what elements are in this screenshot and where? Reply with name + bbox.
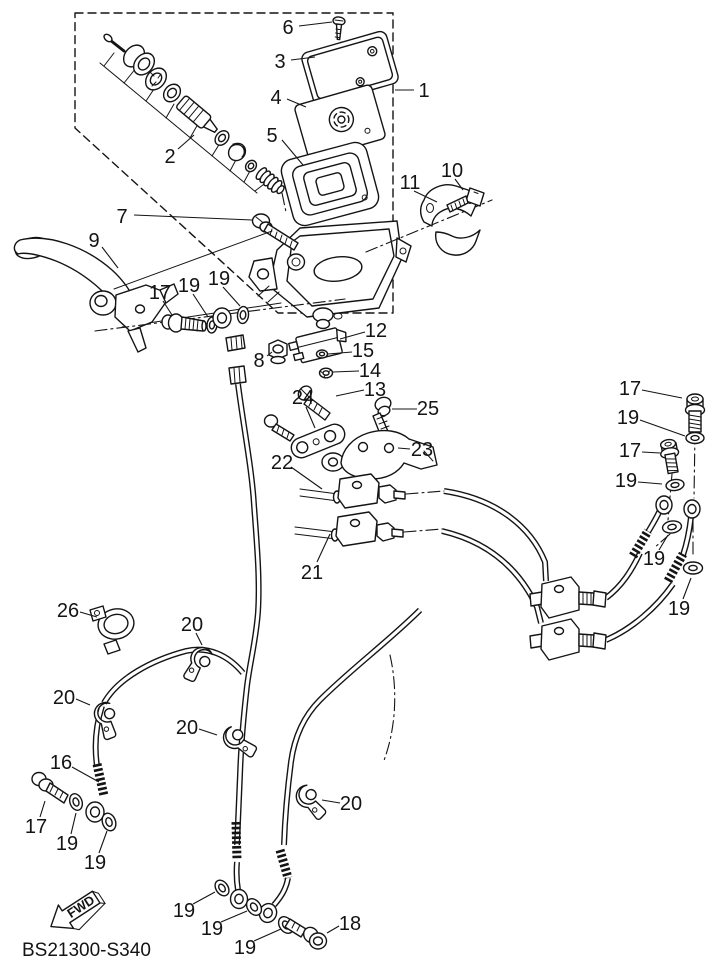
part-label-20: 20	[175, 717, 199, 739]
part-label-15: 15	[351, 340, 375, 362]
callout-leader	[134, 215, 252, 220]
crush-washer	[665, 478, 684, 491]
push-rod	[103, 33, 124, 51]
bottom-hose-ends	[212, 878, 326, 949]
hose-clamp-20	[85, 699, 128, 743]
crush-washer	[686, 433, 704, 444]
lever-pivot-boss	[90, 291, 116, 315]
callout-leader	[76, 699, 90, 705]
callout-leader	[99, 831, 107, 853]
part-label-12: 12	[364, 320, 388, 342]
hose-joint-22	[300, 474, 405, 508]
assembly-centerlines	[404, 432, 695, 558]
part-label-19: 19	[55, 833, 79, 855]
part-label-19: 19	[83, 852, 107, 874]
part-label-19: 19	[667, 598, 691, 620]
cup-seal	[225, 140, 249, 164]
retaining-clip	[243, 158, 258, 174]
banjo-bolt	[32, 773, 68, 804]
part-label-11: 11	[399, 172, 421, 194]
part-label-26: 26	[56, 600, 80, 622]
reservoir-diaphragm	[279, 140, 382, 228]
callout-leader	[299, 22, 332, 26]
brake-light-switch	[288, 326, 351, 365]
banjo-bolt	[658, 438, 682, 474]
callout-leader	[336, 390, 364, 396]
callout-leader	[254, 929, 281, 941]
callout-leader	[40, 801, 45, 817]
part-label-19: 19	[177, 275, 201, 297]
part-label-9: 9	[88, 230, 100, 252]
sight-glass	[288, 254, 305, 270]
callout-leader	[317, 534, 330, 562]
switch-washer	[317, 350, 328, 358]
callout-leader	[291, 467, 322, 489]
callout-leader	[640, 420, 685, 436]
part-label-23: 23	[410, 439, 434, 461]
part-label-19: 19	[200, 918, 224, 940]
part-label-4: 4	[270, 87, 282, 109]
junction-block-lower	[530, 619, 606, 660]
part-label-19: 19	[616, 407, 640, 429]
hose-clamp-20	[294, 784, 327, 820]
part-label-3: 3	[274, 51, 286, 73]
part-label-13: 13	[363, 379, 387, 401]
clamp-lug	[396, 238, 411, 262]
brake-lever	[13, 231, 281, 352]
banjo-eye	[684, 500, 700, 518]
part-label-17: 17	[618, 378, 642, 400]
junction-block-upper	[530, 577, 606, 618]
callout-leader	[193, 892, 215, 904]
crush-washer	[212, 878, 232, 899]
reservoir-cap-stack	[279, 16, 400, 228]
part-label-20: 20	[339, 793, 363, 815]
part-label-7: 7	[116, 206, 128, 228]
hose-spring-guards	[97, 531, 683, 878]
part-label-2: 2	[164, 146, 176, 168]
cover-screw	[333, 16, 346, 39]
hose-joint-21	[295, 512, 403, 546]
part-label-17: 17	[618, 440, 642, 462]
banjo-eye	[656, 496, 672, 514]
part-label-22: 22	[270, 452, 294, 474]
part-label-24: 24	[291, 387, 315, 409]
part-label-18: 18	[338, 913, 362, 935]
part-label-19: 19	[614, 470, 638, 492]
callout-leader	[333, 371, 359, 372]
part-label-10: 10	[440, 160, 464, 182]
callout-leader	[193, 294, 208, 317]
part-label-19: 19	[172, 900, 196, 922]
part-label-17: 17	[24, 816, 48, 838]
callout-leader	[221, 911, 247, 922]
diagram-code: BS21300-S340	[22, 940, 151, 961]
lock-washer	[320, 368, 333, 378]
lever-mount-tab	[249, 258, 277, 291]
part-label-19: 19	[207, 268, 231, 290]
part-label-17: 17	[148, 282, 172, 304]
part-label-5: 5	[266, 125, 278, 147]
banjo-bolt	[686, 394, 705, 432]
fwd-label: FWD	[64, 892, 98, 921]
part-label-25: 25	[416, 398, 440, 420]
callout-leader	[178, 135, 194, 149]
callout-leader	[683, 578, 691, 599]
crush-washer	[684, 562, 703, 574]
part-label-8: 8	[253, 350, 265, 372]
callout-leader	[638, 482, 662, 484]
union-bolt-18	[285, 919, 327, 949]
part-label-19: 19	[642, 548, 666, 570]
part-label-21: 21	[300, 562, 324, 584]
callout-leader	[199, 729, 217, 735]
master-cylinder-piston-kit	[100, 33, 287, 212]
bracket-bolt-small	[265, 415, 295, 441]
callout-leader	[327, 926, 339, 933]
lever-pivot-bolt	[253, 214, 299, 250]
part-label-16: 16	[49, 752, 73, 774]
crush-washer	[67, 792, 84, 812]
part-label-20: 20	[52, 687, 76, 709]
part-label-19: 19	[233, 937, 257, 959]
right-banjo-hardware	[656, 394, 705, 574]
part-label-20: 20	[180, 614, 204, 636]
part-label-1: 1	[418, 80, 430, 102]
banjo-bolt	[162, 314, 206, 332]
callout-leader	[642, 452, 660, 453]
fwd-direction-arrow	[43, 883, 109, 941]
cable-clamp-26	[90, 606, 137, 654]
crush-washer	[662, 520, 682, 535]
part-label-14: 14	[358, 360, 382, 382]
callout-leader	[71, 813, 76, 834]
part-label-6: 6	[282, 17, 294, 39]
callout-leader	[642, 390, 682, 398]
callout-leader	[322, 800, 340, 803]
